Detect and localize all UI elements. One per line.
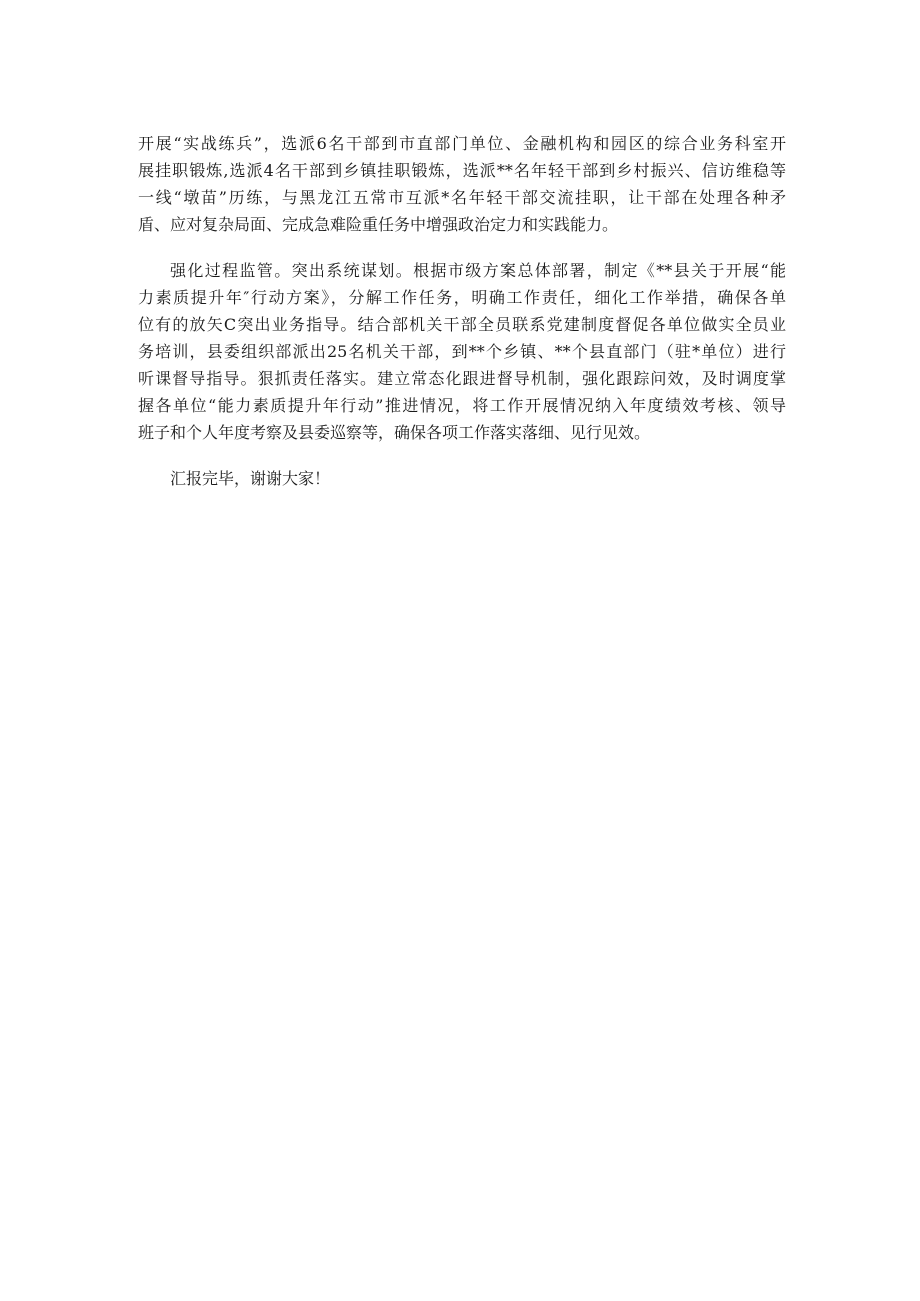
text-line: 强化过程监管。突出系统谋划。根据市级方案总体部署，制定《**县关于开展“能 xyxy=(170,261,786,280)
text-line: 听课督导指导。狠抓责任落实。建立常态化跟进督导机制，强化跟踪问效，及时调度掌 xyxy=(138,369,786,388)
document-body xyxy=(138,130,786,492)
text-line: 展挂职锻炼,选派4名干部到乡镇挂职锻炼，选派**名年轻干部到乡村振兴、信访维稳等 xyxy=(138,161,786,180)
closing-remark: 汇报完毕，谢谢大家！ xyxy=(170,469,331,488)
paragraph-process-supervision xyxy=(138,257,786,446)
text-line: 力素质提升年″行动方案》，分解工作任务，明确工作责任，细化工作举措，确保各单 xyxy=(138,288,786,307)
paragraph-spacer xyxy=(138,238,786,257)
text-line: 一线“墩苗”历练，与黑龙江五常市互派*名年轻干部交流挂职，让干部在处理各种矛 xyxy=(138,188,786,207)
text-line: 务培训，县委组织部派出25名机关干部，到**个乡镇、**个县直部门（驻*单位）进行 xyxy=(138,342,786,361)
paragraph-spacer xyxy=(138,446,786,465)
text-line: 握各单位“能力素质提升年行动”推进情况，将工作开展情况纳入年度绩效考核、领导 xyxy=(138,396,786,415)
text-line: 盾、应对复杂局面、完成急难险重任务中增强政治定力和实践能力。 xyxy=(138,215,619,234)
text-line: 班子和个人年度考察及县委巡察等，确保各项工作落实落细、见行见效。 xyxy=(138,423,651,442)
paragraph-closing xyxy=(138,465,786,492)
text-line: 位有的放矢C突出业务指导。结合部机关干部全员联系党建制度督促各单位做实全员业 xyxy=(138,315,786,334)
paragraph-practice-training xyxy=(138,130,786,238)
text-line: 开展“实战练兵”，选派6名干部到市直部门单位、金融机构和园区的综合业务科室开 xyxy=(138,134,786,153)
